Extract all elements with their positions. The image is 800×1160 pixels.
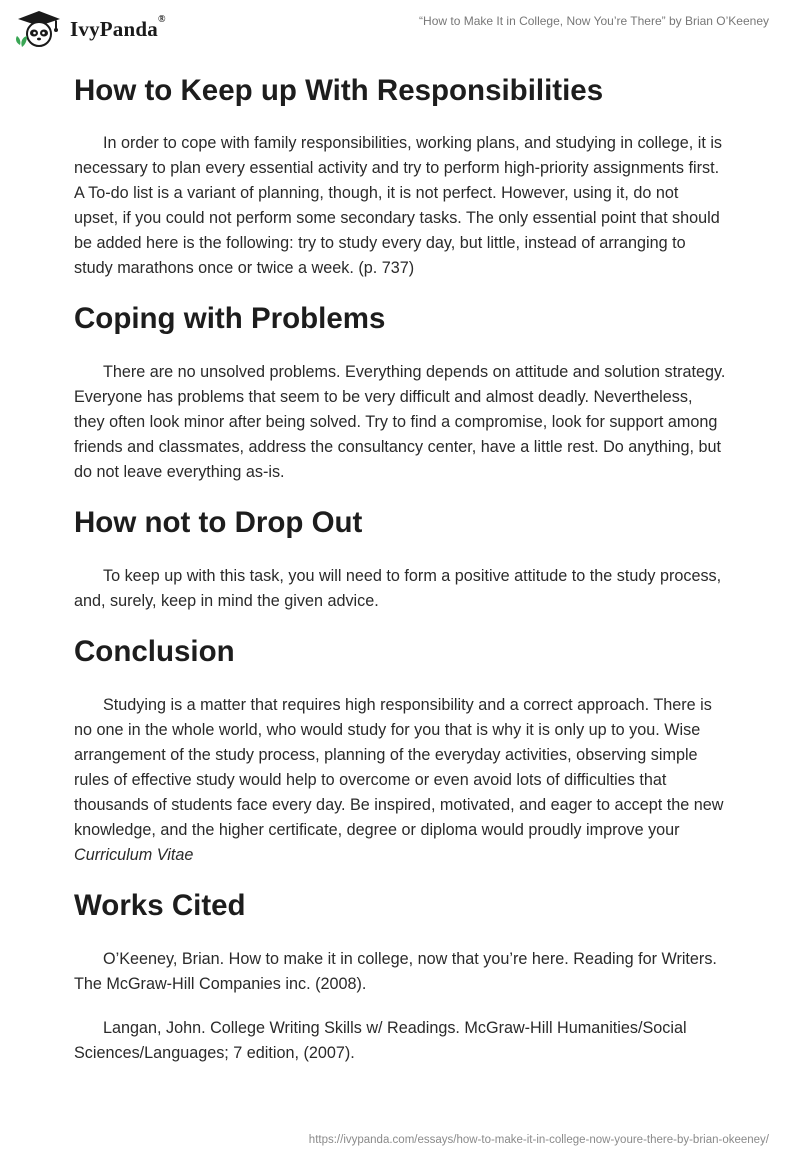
running-title: “How to Make It in College, Now You’re There” by Brian O’Keeney — [419, 14, 769, 28]
section-paragraph — [74, 693, 726, 868]
section-heading: How to Keep up With Responsibilities — [74, 74, 604, 107]
page-header — [0, 0, 800, 60]
citation-entry: O’Keeney, Brian. How to make it in college, now that you’re here. Reading for Writers. The McGraw-Hill Companies inc. (2008). — [74, 950, 717, 993]
works-cited-heading: Works Cited — [74, 889, 246, 922]
ivypanda-logo[interactable] — [14, 9, 166, 49]
essay-body — [74, 70, 726, 1066]
brand-name: IvyPanda® — [70, 13, 166, 41]
section-paragraph: To keep up with this task, you will need to form a positive attitude to the study process, and, surely, keep in mind the given advice. — [74, 567, 722, 610]
section-paragraph: There are no unsolved problems. Everything depends on attitude and solution strategy. Everyone has problems that seem to be very difficult and almost deadly. Nevertheless, they often look minor after being solved. Try to find a compromise, look for support among friends and classmates, address the consultancy center, have a little rest. Do anything, but do not leave everything as-is. — [74, 363, 726, 481]
section-heading: Coping with Problems — [74, 302, 386, 335]
section-heading: How not to Drop Out — [74, 506, 363, 539]
conclusion-italic: Curriculum Vitae — [74, 846, 194, 864]
source-url-link[interactable]: https://ivypanda.com/essays/how-to-make-it-in-college-now-youre-there-by-brian-okeeney/ — [308, 1134, 769, 1146]
section-heading: Conclusion — [74, 635, 235, 668]
citation-entry: Langan, John. College Writing Skills w/ Readings. McGraw-Hill Humanities/Social Sciences/Languages; 7 edition, (2007). — [74, 1019, 687, 1062]
conclusion-text: Studying is a matter that requires high responsibility and a correct approach. There is no one in the whole world, who would study for you that is why it is only up to you. Wise arrangement of the study process, planning of the everyday activities, observing simple rules of effective study would help to overcome or even avoid lots of difficulties that thousands of students face every day. Be inspired, motivated, and eager to accept the new knowledge, and the higher certificate, degree or diploma would proudly improve your — [74, 696, 724, 839]
panda-logo-icon — [14, 9, 64, 49]
section-paragraph: In order to cope with family responsibilities, working plans, and studying in college, it is necessary to plan every essential activity and try to perform high-priority assignments first. A To-do list is a variant of planning, though, it is not perfect. However, using it, do not upset, if you could not perform some secondary tasks. The only essential point that should be added here is the following: try to study every day, but little, instead of arranging to study marathons once or twice a week. (p. 737) — [74, 134, 723, 277]
